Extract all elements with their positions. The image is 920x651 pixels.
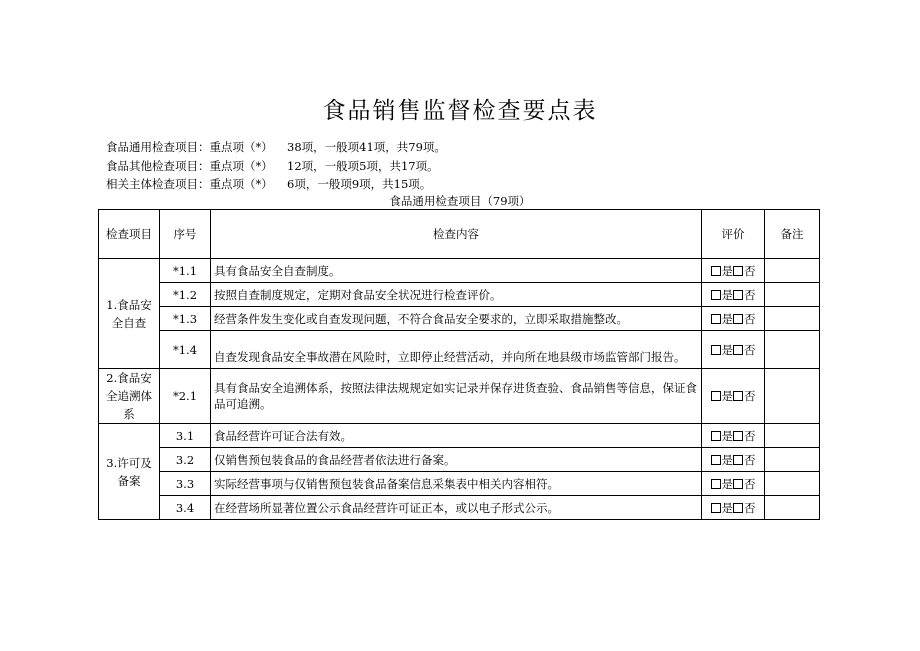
- table-row: [99, 259, 820, 283]
- item-content: 仅销售预包装食品的食品经营者依法进行备案。: [211, 448, 702, 472]
- item-content: 食品经营许可证合法有效。: [211, 424, 702, 448]
- yes-checkbox[interactable]: [711, 345, 721, 355]
- evaluation-cell: [702, 259, 765, 283]
- no-label: 否: [744, 476, 756, 491]
- evaluation-cell: [702, 307, 765, 331]
- item-number: 3.2: [160, 448, 211, 472]
- no-checkbox[interactable]: [733, 503, 743, 513]
- yes-label: 是: [721, 476, 733, 491]
- table-row: [99, 331, 820, 369]
- summary-line: [106, 157, 446, 176]
- yes-checkbox[interactable]: [711, 479, 721, 489]
- evaluation-options: [711, 429, 756, 443]
- no-label: 否: [744, 287, 756, 302]
- yes-label: 是: [721, 342, 733, 357]
- yes-checkbox[interactable]: [711, 431, 721, 441]
- summary-line: [106, 138, 446, 157]
- evaluation-cell: [702, 448, 765, 472]
- note-cell: [765, 424, 820, 448]
- item-content: 具有食品安全自查制度。: [211, 259, 702, 283]
- evaluation-cell: [702, 472, 765, 496]
- note-cell: [765, 307, 820, 331]
- header-evaluation: 评价: [702, 210, 765, 259]
- evaluation-options: [711, 312, 756, 326]
- no-checkbox[interactable]: [733, 345, 743, 355]
- yes-label: 是: [721, 263, 733, 278]
- evaluation-options: [711, 288, 756, 302]
- no-checkbox[interactable]: [733, 455, 743, 465]
- table-row: [99, 496, 820, 520]
- no-checkbox[interactable]: [733, 479, 743, 489]
- item-number: *1.2: [160, 283, 211, 307]
- table-row: [99, 448, 820, 472]
- item-number: *2.1: [160, 369, 211, 424]
- yes-label: 是: [721, 389, 733, 403]
- yes-checkbox[interactable]: [711, 266, 721, 276]
- no-label: 否: [744, 389, 756, 403]
- no-label: 否: [744, 428, 756, 443]
- item-number: 3.1: [160, 424, 211, 448]
- evaluation-cell: [702, 424, 765, 448]
- item-number: 3.4: [160, 496, 211, 520]
- note-cell: [765, 496, 820, 520]
- item-number: *1.1: [160, 259, 211, 283]
- table-row: [99, 472, 820, 496]
- header-content: 检查内容: [211, 210, 702, 259]
- inspection-table: [98, 209, 820, 520]
- yes-checkbox[interactable]: [711, 503, 721, 513]
- note-cell: [765, 283, 820, 307]
- yes-label: 是: [721, 287, 733, 302]
- no-checkbox[interactable]: [733, 391, 743, 401]
- yes-checkbox[interactable]: [711, 391, 721, 401]
- no-checkbox[interactable]: [733, 431, 743, 441]
- table-row: [99, 307, 820, 331]
- note-cell: [765, 448, 820, 472]
- note-cell: [765, 259, 820, 283]
- no-label: 否: [744, 311, 756, 326]
- yes-label: 是: [721, 500, 733, 515]
- no-checkbox[interactable]: [733, 266, 743, 276]
- summary-line: [106, 175, 446, 194]
- no-label: 否: [744, 452, 756, 467]
- yes-checkbox[interactable]: [711, 314, 721, 324]
- evaluation-options: [711, 343, 756, 357]
- header-number: 序号: [160, 210, 211, 259]
- table-row: [99, 424, 820, 448]
- no-checkbox[interactable]: [733, 314, 743, 324]
- no-label: 否: [744, 500, 756, 515]
- table-row: [99, 283, 820, 307]
- summary-value: 6项，一般项9项，共15项。: [287, 177, 432, 191]
- item-number: *1.3: [160, 307, 211, 331]
- item-content: 自查发现食品安全事故潜在风险时，立即停止经营活动，并向所在地县级市场监管部门报告。: [211, 331, 702, 369]
- summary-label: 食品其他检查项目：重点项（*）: [106, 158, 273, 173]
- item-content: 经营条件发生变化或自查发现问题，不符合食品安全要求的，立即采取措施整改。: [211, 307, 702, 331]
- no-checkbox[interactable]: [733, 290, 743, 300]
- category-cell: 2.食品安全追溯体系: [99, 369, 160, 424]
- evaluation-cell: [702, 331, 765, 369]
- note-cell: [765, 331, 820, 369]
- evaluation-options: [711, 453, 756, 467]
- category-cell: 3.许可及备案: [99, 424, 160, 520]
- header-note: 备注: [765, 210, 820, 259]
- no-label: 否: [744, 263, 756, 278]
- evaluation-cell: [702, 283, 765, 307]
- table-row: [99, 369, 820, 424]
- table-header-row: [99, 210, 820, 259]
- summary-block: [106, 138, 446, 194]
- item-number: 3.3: [160, 472, 211, 496]
- evaluation-cell: [702, 496, 765, 520]
- header-category: 检查项目: [99, 210, 160, 259]
- yes-label: 是: [721, 311, 733, 326]
- item-number: *1.4: [160, 331, 211, 369]
- yes-checkbox[interactable]: [711, 455, 721, 465]
- item-content: 按照自查制度规定，定期对食品安全状况进行检查评价。: [211, 283, 702, 307]
- note-cell: [765, 369, 820, 424]
- yes-label: 是: [721, 452, 733, 467]
- evaluation-cell: [702, 369, 765, 424]
- summary-label: 相关主体检查项目：重点项（*）: [106, 177, 273, 191]
- no-label: 否: [744, 342, 756, 357]
- evaluation-options: [711, 477, 756, 491]
- evaluation-options: [711, 264, 756, 278]
- yes-checkbox[interactable]: [711, 290, 721, 300]
- yes-label: 是: [721, 428, 733, 443]
- summary-value: 12项，一般项5项，共17项。: [287, 158, 439, 173]
- table-body: [99, 259, 820, 520]
- table-caption: 食品通用检查项目（79项）: [389, 194, 531, 208]
- item-content: 在经营场所显著位置公示食品经营许可证正本，或以电子形式公示。: [211, 496, 702, 520]
- summary-value: 38项，一般项41项，共79项。: [287, 140, 446, 154]
- evaluation-options: [711, 501, 756, 515]
- item-content: 具有食品安全追溯体系，按照法律法规规定如实记录并保存进货查验、食品销售等信息，保证食品可追溯。: [211, 369, 702, 424]
- item-content: 实际经营事项与仅销售预包装食品备案信息采集表中相关内容相符。: [211, 472, 702, 496]
- category-cell: 1.食品安全自查: [99, 259, 160, 369]
- evaluation-options: [711, 389, 756, 403]
- page-title: 食品销售监督检查要点表: [322, 98, 598, 124]
- summary-label: 食品通用检查项目：重点项（*）: [106, 140, 273, 154]
- note-cell: [765, 472, 820, 496]
